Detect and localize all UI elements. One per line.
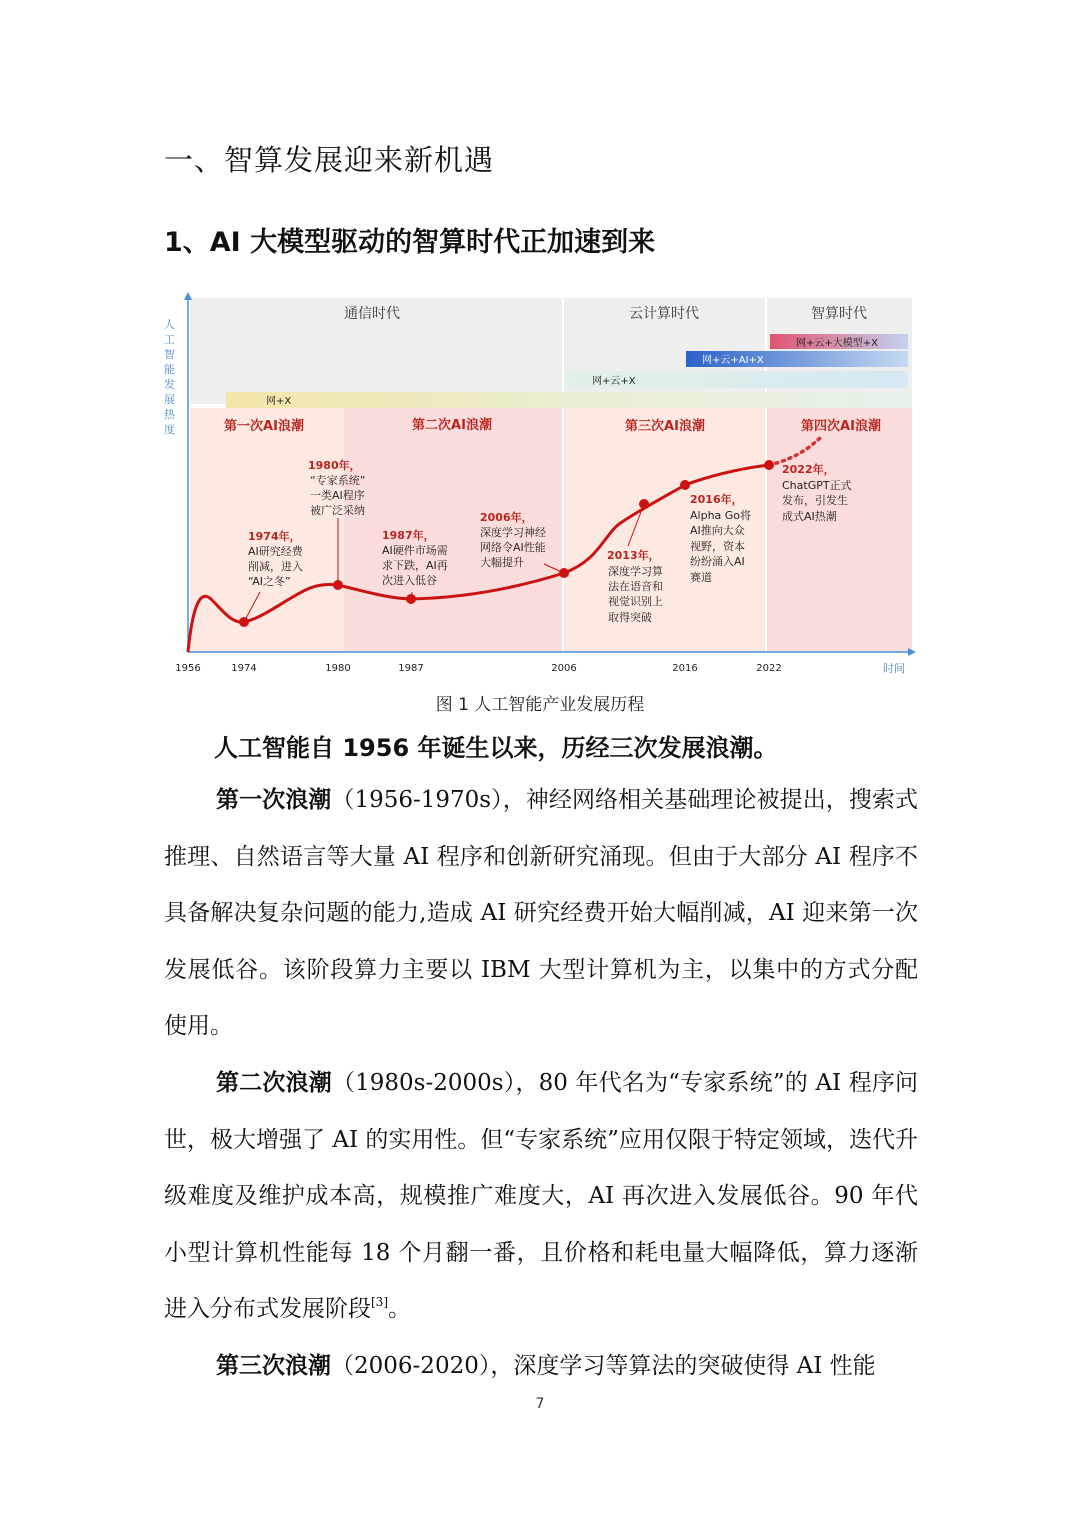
bar-net-bigmodel-label: 网+云+大模型+X xyxy=(796,338,878,349)
svg-text:热: 热 xyxy=(164,408,175,421)
paragraph-label: 第一次浪潮 xyxy=(216,787,332,813)
svg-text:次进入低谷: 次进入低谷 xyxy=(382,574,437,587)
era-label-cloud: 云计算时代 xyxy=(629,306,699,322)
svg-text:一类AI程序: 一类AI程序 xyxy=(310,489,365,502)
x-tick-1956: 1956 xyxy=(175,663,201,674)
bar-net-cloud-label: 网+云+X xyxy=(592,376,636,387)
svg-text:工: 工 xyxy=(164,333,175,346)
svg-text:赛道: 赛道 xyxy=(690,571,712,584)
svg-text:求下跌，AI再: 求下跌，AI再 xyxy=(382,559,448,572)
svg-text:深度学习算: 深度学习算 xyxy=(608,565,663,578)
x-tick-labels xyxy=(175,663,781,674)
svg-text:能: 能 xyxy=(164,363,175,376)
lead-sentence: 人工智能自 1956 年诞生以来，历经三次发展浪潮。 xyxy=(214,734,778,762)
svg-text:2022年，: 2022年， xyxy=(782,463,835,476)
paragraph-label: 第三次浪潮 xyxy=(216,1353,331,1379)
page-number: 7 xyxy=(535,1396,545,1412)
svg-text:取得突破: 取得突破 xyxy=(608,611,652,624)
bar-net-x-label: 网+X xyxy=(266,396,292,407)
paragraph-text: （2006-2020），深度学习等算法的突破使得 AI 性能 xyxy=(331,1353,876,1379)
x-tick-2016: 2016 xyxy=(672,663,698,674)
wave-label-3: 第三次AI浪潮 xyxy=(625,419,705,434)
paragraph-text: （1956-1970s），神经网络相关基础理论被提出，搜索式推理、自然语言等大量 AI 程序和创新研究涌现。但由于大部分 AI 程序不具备解决复杂问题的能力,造成 AI 研究经费开始大幅削减，AI 迎来第一次发展低谷。该阶段算力主要以 IBM 大型计算机为主，以集中的方式分配使用。 xyxy=(164,787,918,1040)
svg-text:AI研究经费: AI研究经费 xyxy=(248,545,303,558)
point-2022 xyxy=(764,460,774,470)
x-tick-2006: 2006 xyxy=(551,663,577,674)
svg-text:1980年，: 1980年， xyxy=(308,459,361,472)
era-label-comm: 通信时代 xyxy=(344,306,400,322)
y-axis-arrow xyxy=(184,292,192,300)
svg-text:ChatGPT正式: ChatGPT正式 xyxy=(782,479,852,492)
svg-text:AI硬件市场需: AI硬件市场需 xyxy=(382,544,448,557)
svg-text:大幅提升: 大幅提升 xyxy=(480,556,524,569)
x-tick-1980: 1980 xyxy=(325,663,351,674)
paragraph-wave-2 xyxy=(164,1055,918,1338)
bar-net-x xyxy=(226,392,912,408)
era-label-ai: 智算时代 xyxy=(811,306,867,322)
svg-text:成式AI热潮: 成式AI热潮 xyxy=(782,510,837,523)
svg-text:视觉识别上: 视觉识别上 xyxy=(608,595,663,608)
svg-text:AI推向大众: AI推向大众 xyxy=(690,524,745,537)
section-heading: 一、智算发展迎来新机遇 xyxy=(164,143,495,177)
paragraph-wave-3 xyxy=(164,1338,918,1395)
x-tick-1974: 1974 xyxy=(231,663,257,674)
svg-text:“AI之冬”: “AI之冬” xyxy=(248,575,291,588)
paragraph-end: 。 xyxy=(388,1296,411,1323)
x-axis-label: 时间 xyxy=(883,662,905,675)
paragraph-text: （1980s-2000s），80 年代名为“专家系统”的 AI 程序问世，极大增强了 AI 的实用性。但“专家系统”应用仅限于特定领域，迭代升级难度及维护成本高，规模推广难度大，AI 再次进入发展低谷。90 年代小型计算机性能每 18 个月翻一番，且价格和耗电量大幅降低，算力逐渐进入分布式发展阶段 xyxy=(164,1070,919,1323)
svg-text:发: 发 xyxy=(164,378,175,391)
reference-mark[interactable]: [3] xyxy=(371,1295,388,1310)
svg-text:2013年，: 2013年， xyxy=(607,549,660,562)
svg-text:网络令AI性能: 网络令AI性能 xyxy=(480,541,546,554)
wave-label-2: 第二次AI浪潮 xyxy=(412,418,492,433)
wave-label-4: 第四次AI浪潮 xyxy=(801,419,881,434)
svg-text:“专家系统”: “专家系统” xyxy=(310,474,366,487)
svg-text:纷纷涌入AI: 纷纷涌入AI xyxy=(690,555,745,568)
svg-text:度: 度 xyxy=(164,423,175,436)
svg-text:智: 智 xyxy=(164,348,175,361)
ai-history-figure xyxy=(160,292,920,684)
paragraph-wave-1 xyxy=(164,772,918,1055)
x-tick-1987: 1987 xyxy=(398,663,424,674)
wave-label-1: 第一次AI浪潮 xyxy=(224,419,304,434)
svg-text:被广泛采纳: 被广泛采纳 xyxy=(310,504,365,517)
svg-text:削减，进入: 削减，进入 xyxy=(248,560,303,573)
x-tick-2022: 2022 xyxy=(756,663,782,674)
svg-text:发布，引发生: 发布，引发生 xyxy=(782,494,848,507)
point-2016 xyxy=(680,480,690,490)
paragraph-label: 第二次浪潮 xyxy=(216,1070,332,1096)
svg-text:展: 展 xyxy=(164,393,175,406)
bar-net-cloud-ai-label: 网+云+AI+X xyxy=(702,355,764,366)
wave-bg-4 xyxy=(767,408,912,652)
subsection-heading: 1、AI 大模型驱动的智算时代正加速到来 xyxy=(164,227,656,258)
svg-text:深度学习神经: 深度学习神经 xyxy=(480,526,546,539)
y-axis-label xyxy=(164,318,176,436)
figure-caption: 图 1 人工智能产业发展历程 xyxy=(435,695,645,715)
svg-text:2016年，: 2016年， xyxy=(690,493,743,506)
svg-text:Alpha Go将: Alpha Go将 xyxy=(690,509,752,522)
svg-text:1987年，: 1987年， xyxy=(382,529,435,542)
svg-text:法在语音和: 法在语音和 xyxy=(608,580,663,593)
svg-text:人: 人 xyxy=(164,318,175,331)
svg-text:1974年，: 1974年， xyxy=(248,530,301,543)
svg-text:视野，资本: 视野，资本 xyxy=(690,540,745,553)
svg-text:2006年，: 2006年， xyxy=(480,511,533,524)
